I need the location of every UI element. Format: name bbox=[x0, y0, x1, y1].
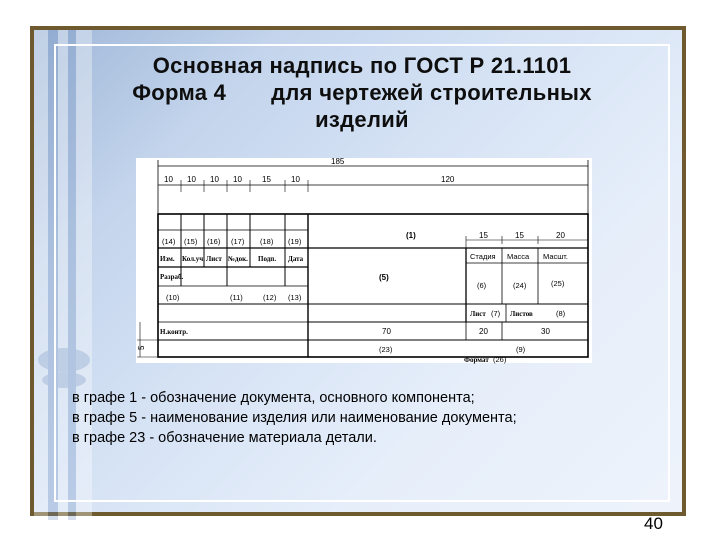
dim-2: 10 bbox=[187, 175, 196, 184]
header-podp: Подп. bbox=[258, 255, 277, 263]
content-area bbox=[54, 44, 670, 533]
graph-18: (18) bbox=[260, 237, 274, 246]
note-1: в графе 1 - обозначение документа, основного компонента; bbox=[72, 390, 475, 406]
dim-4: 10 bbox=[233, 175, 242, 184]
dim-20: 20 bbox=[479, 327, 488, 336]
header-ndok: №док. bbox=[228, 255, 248, 263]
dim-3: 10 bbox=[210, 175, 219, 184]
sheets-count-label: Листов bbox=[510, 310, 533, 318]
dim-6: 10 bbox=[291, 175, 300, 184]
graph-17: (17) bbox=[231, 237, 245, 246]
graph-7: (7) bbox=[491, 309, 501, 318]
slide-frame bbox=[30, 26, 686, 533]
title-block-svg bbox=[136, 158, 592, 363]
graph-5: (5) bbox=[379, 273, 389, 282]
row-razrab: Разраб. bbox=[160, 273, 184, 281]
stage-label: Стадия bbox=[470, 252, 496, 261]
graph-6: (6) bbox=[477, 281, 487, 290]
notes-list bbox=[72, 388, 517, 448]
header-list: Лист bbox=[206, 255, 222, 263]
graph-25: (25) bbox=[551, 279, 565, 288]
note-3: в графе 23 - обозначение материала детали. bbox=[72, 430, 377, 446]
graph-16: (16) bbox=[207, 237, 221, 246]
slide-title bbox=[56, 52, 668, 133]
sheet-label: Лист bbox=[470, 310, 486, 318]
dim-7: 120 bbox=[441, 175, 455, 184]
header-koluch: Кол.уч. bbox=[182, 255, 206, 263]
dim-30: 30 bbox=[541, 327, 550, 336]
dim-5: 15 bbox=[262, 175, 271, 184]
header-izm: Изм. bbox=[160, 255, 175, 263]
dim-right-2: 15 bbox=[515, 231, 524, 240]
scale-label: Масшт. bbox=[543, 252, 568, 261]
title-block-drawing bbox=[136, 158, 592, 363]
graph-24: (24) bbox=[513, 281, 527, 290]
row-nkontr: Н.контр. bbox=[160, 328, 188, 336]
graph-13: (13) bbox=[288, 293, 302, 302]
graph-11: (11) bbox=[230, 293, 243, 302]
header-data: Дата bbox=[288, 255, 304, 263]
graph-15: (15) bbox=[184, 237, 198, 246]
graph-10: (10) bbox=[166, 293, 180, 302]
title-line-1: Основная надпись по ГОСТ Р 21.1101 bbox=[152, 53, 572, 78]
graph-14: (14) bbox=[162, 237, 176, 246]
graph-8: (8) bbox=[556, 309, 566, 318]
dim-70: 70 bbox=[382, 327, 391, 336]
graph-1: (1) bbox=[406, 231, 416, 240]
mass-label: Масса bbox=[507, 252, 530, 261]
dim-right-3: 20 bbox=[556, 231, 565, 240]
graph-26: (26) bbox=[493, 355, 507, 364]
left-dim: 5 bbox=[137, 345, 146, 350]
title-line-3: изделий bbox=[315, 107, 409, 132]
format-label: Формат bbox=[464, 356, 489, 364]
dim-total: 185 bbox=[331, 157, 345, 166]
note-2: в графе 5 - наименование изделия или наименование документа; bbox=[72, 410, 517, 426]
graph-12: (12) bbox=[263, 293, 277, 302]
dim-right-1: 15 bbox=[479, 231, 488, 240]
dim-1: 10 bbox=[164, 175, 173, 184]
graph-9: (9) bbox=[516, 345, 526, 354]
graph-23: (23) bbox=[379, 345, 393, 354]
graph-19: (19) bbox=[288, 237, 302, 246]
page-number: 40 bbox=[644, 514, 663, 533]
title-line-2: Форма 4 для чертежей строительных bbox=[132, 80, 592, 105]
